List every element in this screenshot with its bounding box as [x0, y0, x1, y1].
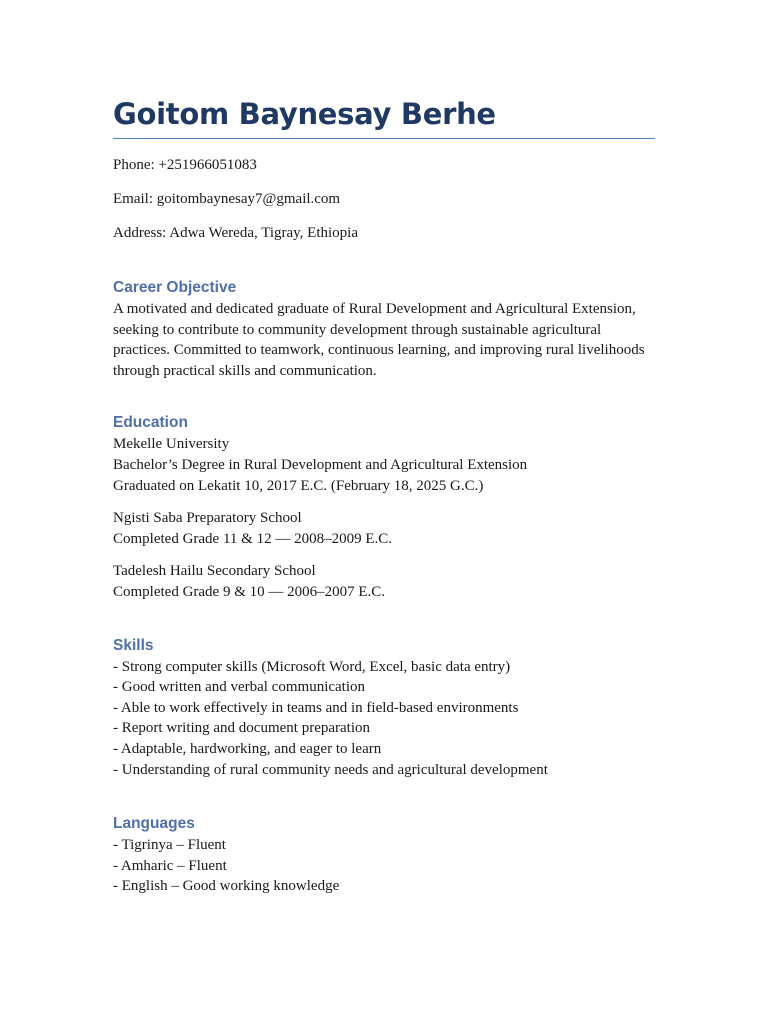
- education-institution: Ngisti Saba Preparatory School: [113, 510, 302, 527]
- objective-line: practices. Committed to teamwork, continuous learning, and improving rural livelihoods: [113, 342, 645, 359]
- education-section: [113, 412, 655, 602]
- candidate-name: Goitom Baynesay Berhe: [113, 94, 655, 139]
- languages-section: [113, 813, 655, 897]
- contact-address: Address: Adwa Wereda, Tigray, Ethiopia: [113, 225, 359, 241]
- contact-phone: Phone: +251966051083: [113, 157, 257, 173]
- education-entry: [113, 434, 655, 496]
- objective-line: A motivated and dedicated graduate of Rural Development and Agricultural Extension,: [113, 301, 636, 317]
- skill-item: - Adaptable, hardworking, and eager to learn: [113, 740, 382, 757]
- education-entry: [113, 508, 655, 549]
- education-heading: Education: [113, 414, 188, 432]
- education-entry: [113, 561, 655, 602]
- objective-line: through practical skills and communication.: [113, 362, 377, 379]
- skills-section: [113, 635, 655, 781]
- education-detail: Completed Grade 11 & 12 — 2008–2009 E.C.: [113, 530, 392, 547]
- language-item: - Amharic – Fluent: [113, 857, 227, 874]
- contact-email: Email: goitombaynesay7@gmail.com: [113, 191, 341, 207]
- education-detail: Graduated on Lekatit 10, 2017 E.C. (February 18, 2025 G.C.): [113, 477, 484, 494]
- objective-line: seeking to contribute to community development through sustainable agricultural: [113, 321, 602, 338]
- career-objective-text: [113, 299, 655, 381]
- education-detail: Bachelor’s Degree in Rural Development and Agricultural Extension: [113, 456, 528, 473]
- resume-content: [113, 94, 655, 897]
- education-institution: Tadelesh Hailu Secondary School: [113, 563, 316, 580]
- skill-item: - Able to work effectively in teams and in field-based environments: [113, 699, 519, 716]
- skills-list: [113, 657, 655, 781]
- career-objective-heading: Career Objective: [113, 279, 237, 296]
- language-item: - English – Good working knowledge: [113, 878, 340, 895]
- languages-list: [113, 835, 655, 897]
- language-item: - Tigrinya – Fluent: [113, 837, 226, 854]
- skill-item: - Report writing and document preparation: [113, 720, 371, 737]
- skill-item: - Strong computer skills (Microsoft Word, Excel, basic data entry): [113, 658, 511, 675]
- skill-item: - Good written and verbal communication: [113, 679, 366, 696]
- career-objective-section: [113, 277, 655, 381]
- education-institution: Mekelle University: [113, 436, 230, 453]
- languages-heading: Languages: [113, 815, 195, 833]
- skills-heading: Skills: [113, 636, 154, 654]
- contact-info: [113, 155, 655, 243]
- education-detail: Completed Grade 9 & 10 — 2006–2007 E.C.: [113, 583, 386, 600]
- skill-item: - Understanding of rural community needs and agricultural development: [113, 761, 548, 778]
